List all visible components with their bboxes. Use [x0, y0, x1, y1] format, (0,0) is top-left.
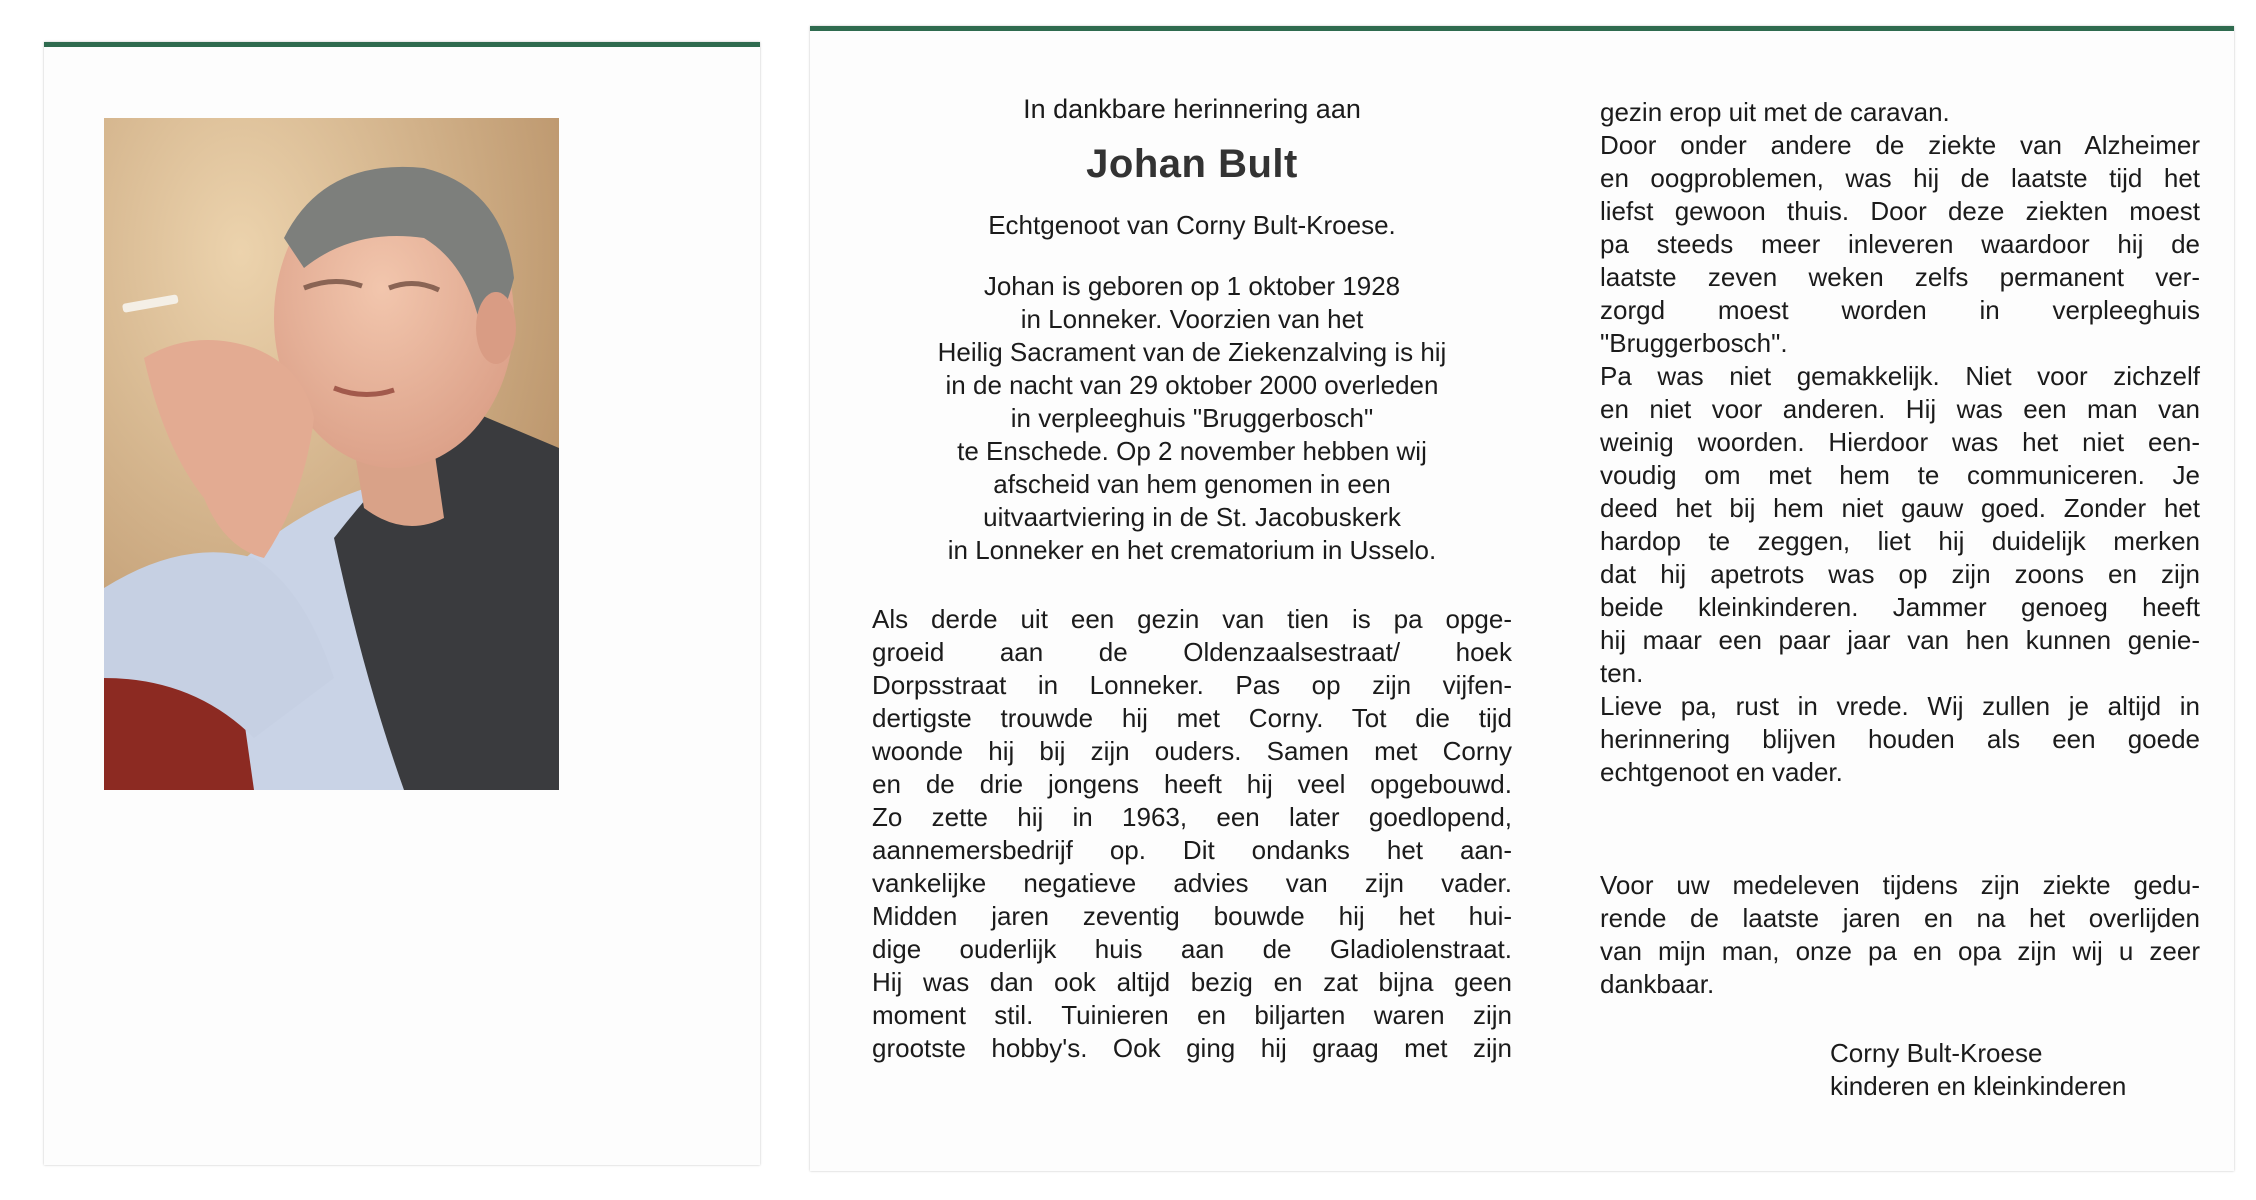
right-card [810, 26, 2234, 1171]
paragraph-line: Pa was niet gemakkelijk. Niet voor zichzelf [1600, 361, 2200, 391]
middle-column [872, 93, 1512, 1065]
paragraph-line: aannemersbedrijf op. Dit ondanks het aan- [872, 835, 1512, 865]
portrait-illustration [104, 118, 559, 790]
paragraph-line: Dorpsstraat in Lonneker. Pas op zijn vijfen- [872, 670, 1512, 700]
paragraph-line: beide kleinkinderen. Jammer genoeg heeft [1600, 592, 2200, 622]
paragraph-line: pa steeds meer inleveren waardoor hij de [1600, 229, 2200, 259]
life-story-paragraph [872, 603, 1512, 1065]
paragraph-line: Heilig Sacrament van de Ziekenzalving is hij [937, 337, 1447, 367]
thanks-paragraph [1600, 869, 2200, 1001]
paragraph-line: grootste hobby's. Ook ging hij graag met zijn [872, 1033, 1512, 1063]
continuation-paragraph [1600, 96, 2200, 789]
intro-line: In dankbare herinnering aan [1023, 94, 1361, 124]
signature-line: Corny Bult-Kroese [1830, 1038, 2043, 1068]
paragraph-line: groeid aan de Oldenzaalsestraat/ hoek [872, 637, 1512, 667]
paragraph-line: "Bruggerbosch". [1600, 328, 1788, 358]
paragraph-line: Midden jaren zeventig bouwde hij het hui- [872, 901, 1512, 931]
paragraph-line: rende de laatste jaren en na het overlijden [1600, 903, 2200, 933]
paragraph-line: in verpleeghuis "Bruggerbosch" [1010, 403, 1374, 433]
paragraph-line: uitvaartviering in de St. Jacobuskerk [983, 502, 1401, 532]
paragraph-line: woonde hij bij zijn ouders. Samen met Corny [872, 736, 1512, 766]
paragraph-line: en niet voor anderen. Hij was een man van [1600, 394, 2200, 424]
paragraph-line: laatste zeven weken zelfs permanent ver- [1600, 262, 2200, 292]
paragraph-line: te Enschede. Op 2 november hebben wij [957, 436, 1427, 466]
paragraph-line: en oogproblemen, was hij de laatste tijd het [1600, 163, 2200, 193]
paragraph-line: ten. [1600, 658, 1644, 688]
paragraph-line: gezin erop uit met de caravan. [1600, 97, 1950, 127]
paragraph-line: dertigste trouwde hij met Corny. Tot die tijd [872, 703, 1512, 733]
signature-block [1600, 1037, 2200, 1103]
paragraph-line: hij maar een paar jaar van hen kunnen genie- [1600, 625, 2200, 655]
paragraph-line: in de nacht van 29 oktober 2000 overleden [945, 370, 1439, 400]
paragraph-line: liefst gewoon thuis. Door deze ziekten moest [1600, 196, 2200, 226]
paragraph-line: Als derde uit een gezin van tien is pa opge- [872, 604, 1512, 634]
paragraph-line: Hij was dan ook altijd bezig en zat bijna geen [872, 967, 1512, 997]
deceased-name: Johan Bult [1086, 142, 1298, 186]
signature-line: kinderen en kleinkinderen [1830, 1071, 2127, 1101]
spouse-line: Echtgenoot van Corny Bult-Kroese. [988, 210, 1396, 240]
paragraph-line: Zo zette hij in 1963, een later goedlopend, [872, 802, 1512, 832]
paragraph-line: Johan is geboren op 1 oktober 1928 [983, 271, 1401, 301]
paragraph-line: deed het bij hem niet gauw goed. Zonder het [1600, 493, 2200, 523]
paragraph-line: dankbaar. [1600, 969, 1715, 999]
paragraph-line: afscheid van hem genomen in een [993, 469, 1391, 499]
paragraph-line: voudig om met hem te communiceren. Je [1600, 460, 2200, 490]
paragraph-line: moment stil. Tuinieren en biljarten waren zijn [872, 1000, 1512, 1030]
paragraph-line: Lieve pa, rust in vrede. Wij zullen je altijd in [1600, 691, 2200, 721]
paragraph-line: dat hij apetrots was op zijn zoons en zijn [1600, 559, 2200, 589]
paragraph-line: in Lonneker en het crematorium in Usselo. [947, 535, 1437, 565]
paragraph-line: in Lonneker. Voorzien van het [1020, 304, 1364, 334]
paragraph-line: herinnering blijven houden als een goede [1600, 724, 2200, 754]
paragraph-line: Voor uw medeleven tijdens zijn ziekte gedu- [1600, 870, 2200, 900]
birth-death-paragraph [872, 270, 1512, 567]
portrait-photo [104, 118, 559, 790]
paragraph-line: hardop te zeggen, liet hij duidelijk merken [1600, 526, 2200, 556]
paragraph-line: vankelijke negatieve advies van zijn vader. [872, 868, 1512, 898]
paragraph-line: Door onder andere de ziekte van Alzheimer [1600, 130, 2200, 160]
paragraph-line: van mijn man, onze pa en opa zijn wij u zeer [1600, 936, 2200, 966]
paragraph-line: echtgenoot en vader. [1600, 757, 1843, 787]
paragraph-line: dige ouderlijk huis aan de Gladiolenstraat. [872, 934, 1512, 964]
paragraph-line: zorgd moest worden in verpleeghuis [1600, 295, 2200, 325]
right-column [1600, 96, 2200, 1103]
paragraph-line: weinig woorden. Hierdoor was het niet een- [1600, 427, 2200, 457]
paragraph-line: en de drie jongens heeft hij veel opgebouwd. [872, 769, 1512, 799]
